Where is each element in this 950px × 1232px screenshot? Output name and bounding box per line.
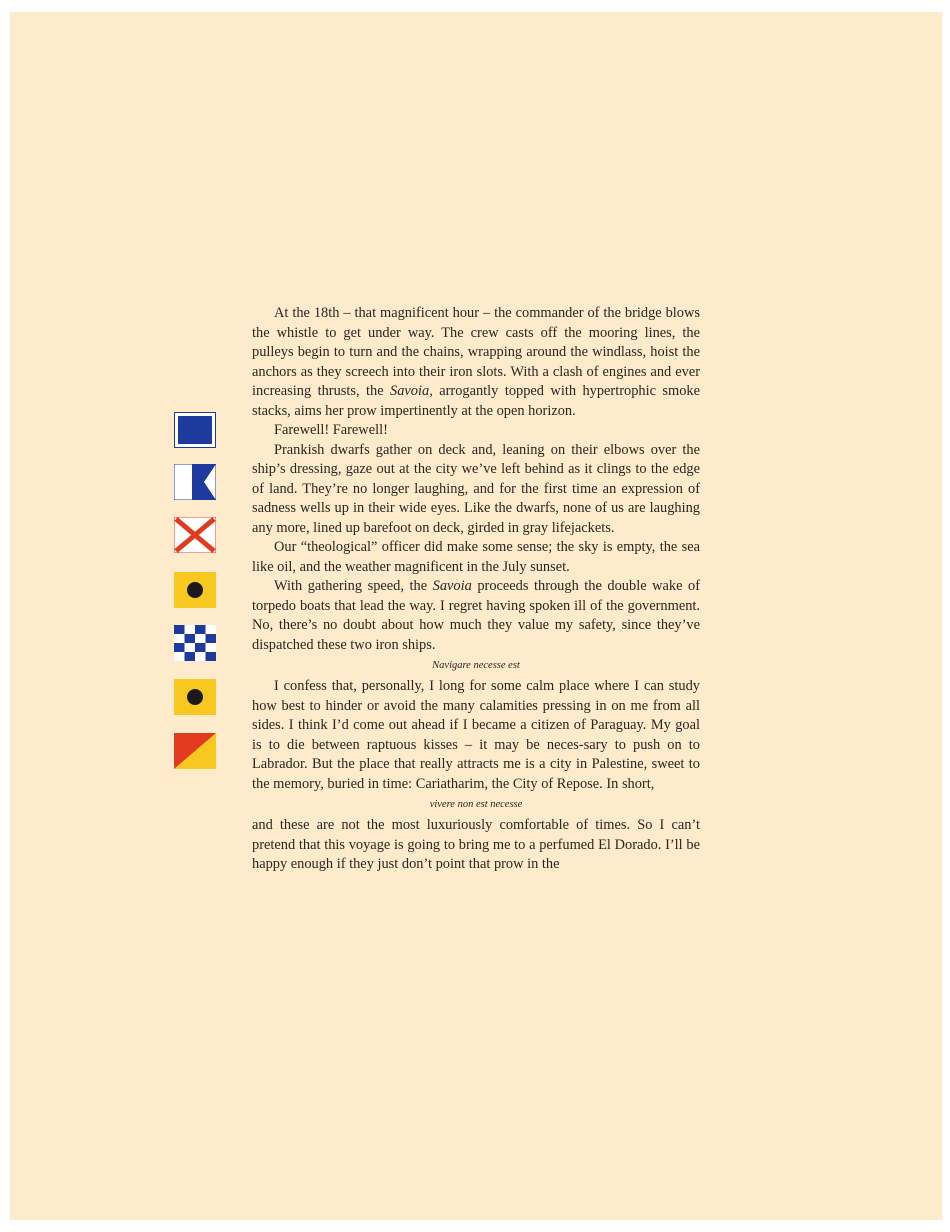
signal-flag-a-icon xyxy=(174,464,216,500)
motto-vivere: vivere non est necesse xyxy=(429,799,523,810)
paragraph-3-text: Prankish dwarfs gather on deck and, leaning on their elbows over the ship’s dressing, gaze out at the city we’ve left behind as it clings to the edge of land. They’re no longer laughing, and for the first time an expression of sadness wells up in their wide eyes. Like the dwarfs, none of us are laughing any more, lined up barefoot on deck, girded in gray lifejackets. xyxy=(252,441,700,536)
paragraph-1-text-a: At the 18th – that magnificent hour – the commander of the bridge blows the whistle to get under way. The crew casts off the mooring lines, the pulleys begin to turn and the chains, wrapping around the windlass, hoist the anchors as they screech into their iron slots. With a clash of engines and ever increasing thrusts, the xyxy=(252,305,700,399)
paragraph-5 xyxy=(252,577,700,655)
paragraph-5-text-a: With gathering speed, the xyxy=(274,578,433,594)
paragraph-5-text-b: proceeds through the double wake of torpedo boats that lead the way. I regret having spoken ill of the government. No, there’s no doubt about how much they value my safety, since they’ve dispatched these two iron ships. xyxy=(252,578,700,653)
paragraph-2 xyxy=(252,421,700,441)
paragraph-7: and these are not the most luxuriously comfortable of times. So I can’t pretend that this voyage is going to bring me to a perfumed El Dorado. I’ll be happy enough if they just don’t point that prow in the xyxy=(252,817,700,872)
signal-flag-n-icon xyxy=(174,625,216,661)
paper-sheet xyxy=(10,12,942,1220)
signal-flag-p-icon xyxy=(174,412,216,448)
signal-flag-o-icon xyxy=(174,733,216,769)
paragraph-3 xyxy=(252,441,700,539)
paragraph-6: I confess that, personally, I long for some calm place where I can study how best to hinder or avoid the many calamities pressing in on me from all sides. I think I’d come out ahead if I became a citizen of Paraguay. My goal is to die between raptuous kisses – it may be neces-sary to push on to Labrador. But the place that really attracts me is a city in Palestine, sweet to the memory, buried in time: Cariatharim, the City of Repose. In short, xyxy=(252,678,700,792)
paragraph-1-text-b: arrogantly topped with hypertrophic smoke stacks, aims her prow impertinently at the open horizon. xyxy=(252,383,700,419)
signal-flag-i-icon xyxy=(174,679,216,715)
ship-name-savoia: Savoia xyxy=(432,578,472,594)
paragraph-2-text: Farewell! Farewell! xyxy=(274,422,388,438)
signal-flag-v-icon xyxy=(174,517,216,553)
motto-navigare: Navigare necesse est xyxy=(432,660,520,671)
paragraph-4 xyxy=(252,538,700,577)
paragraph-1 xyxy=(252,304,700,421)
paragraph-4-text: Our “theological” officer did make some sense; the sky is empty, the sea like oil, and the weather magnificent in the July sunset. xyxy=(252,539,700,575)
signal-flag-i-icon xyxy=(174,572,216,608)
prose-body xyxy=(252,304,700,875)
ship-name-savoia: Savoia, xyxy=(390,383,433,399)
